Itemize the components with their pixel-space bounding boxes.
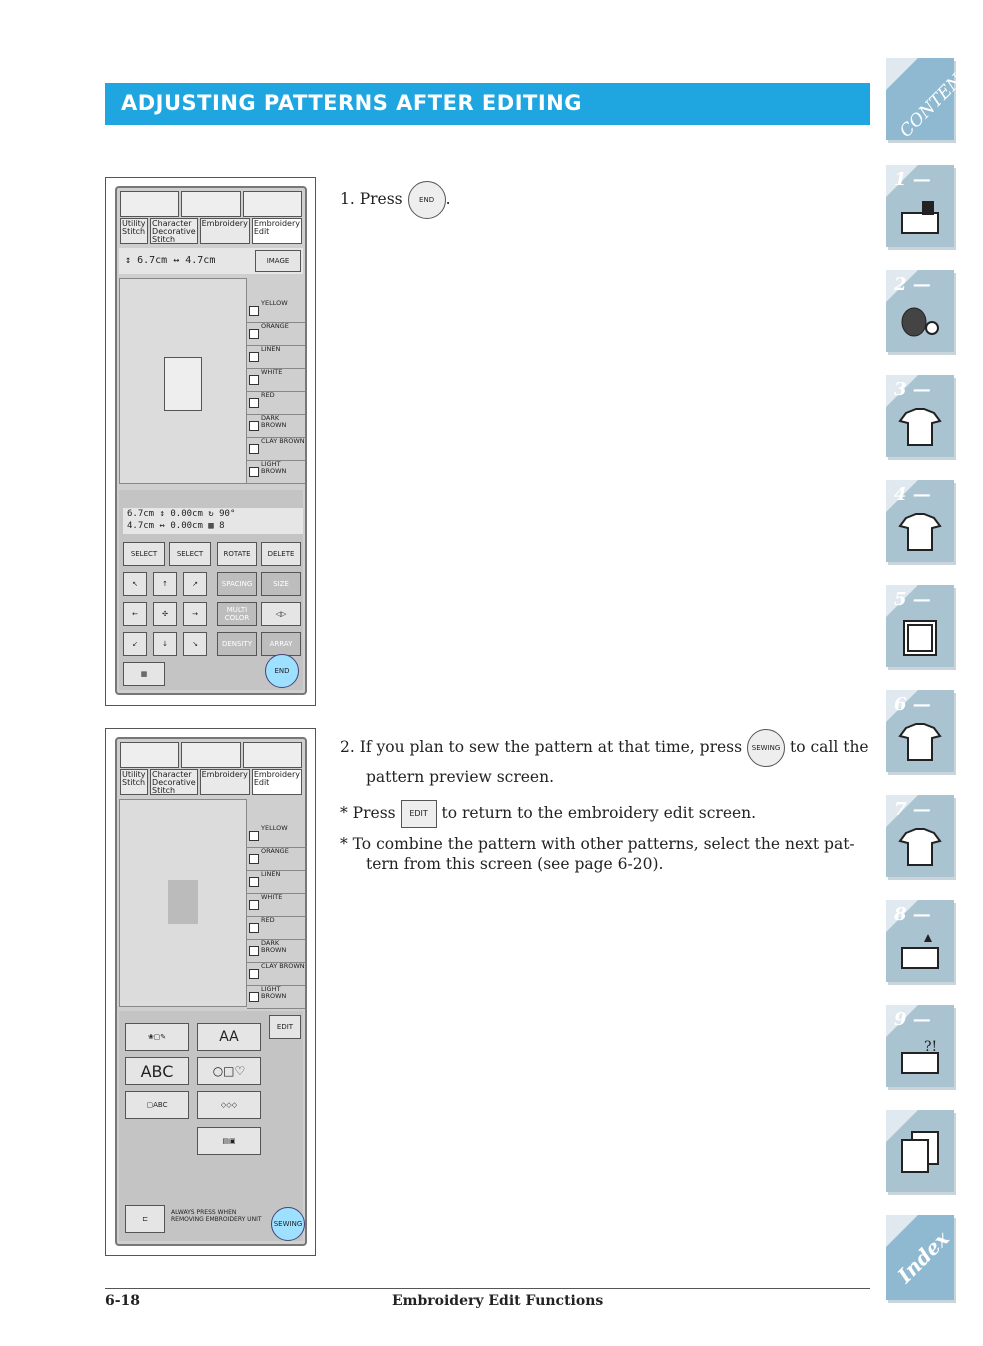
tab-embroidery[interactable]: Embroidery (200, 769, 250, 795)
color-item: LIGHT BROWN (247, 986, 305, 1009)
info-count: 8 (219, 521, 225, 531)
density-button[interactable]: DENSITY (217, 632, 257, 656)
page-title: ADJUSTING PATTERNS AFTER EDITING (121, 91, 582, 115)
color-item: CLAY BROWN (247, 963, 305, 986)
mode-icons (119, 741, 303, 769)
sewing-button[interactable]: SEWING (271, 1207, 305, 1241)
edit-key-icon: EDIT (401, 800, 437, 828)
color-item: RED (247, 392, 305, 415)
tab-chapter-label: 2 — (894, 274, 931, 295)
page-number: 6-18 (105, 1293, 141, 1309)
info-width: 4.7cm (127, 521, 155, 531)
note-1 (340, 800, 756, 828)
help-icon[interactable] (181, 191, 240, 217)
machine-maintenance-icon (898, 930, 942, 974)
frame-layout-icon[interactable]: ▦ (123, 662, 165, 686)
note-1-text: * Press (340, 804, 396, 822)
shirt-icon (898, 405, 942, 449)
pattern-thumbnail (168, 880, 198, 924)
category-tabs (119, 218, 303, 244)
tab-chapter-9[interactable] (886, 1005, 954, 1087)
shirt-abc-icon (898, 510, 942, 554)
settings-icon[interactable] (243, 742, 302, 768)
spacing-button[interactable]: SPACING (217, 572, 257, 596)
screen-preview-panel (105, 728, 316, 1256)
tab-chapter-label: 6 — (894, 694, 931, 715)
edit-controls (119, 490, 303, 690)
color-item: DARK BROWN (247, 940, 305, 963)
arrow-left-icon[interactable]: ← (123, 602, 147, 626)
arrow-down-icon[interactable]: ↓ (153, 632, 177, 656)
image-button[interactable]: IMAGE (255, 250, 301, 272)
tab-corner (886, 1215, 918, 1247)
category-tabs (119, 769, 303, 795)
tab-contents-label: CONTENTS (896, 54, 983, 142)
delete-button[interactable]: DELETE (261, 542, 301, 566)
pattern-display (119, 799, 247, 1007)
step-2-line2: pattern preview screen. (366, 768, 554, 786)
arrow-down-left-icon[interactable]: ↙ (123, 632, 147, 656)
tab-character[interactable]: Character Decorative Stitch (152, 219, 196, 244)
step-1-text: 1. Press (340, 190, 403, 208)
lcd-screen (115, 737, 307, 1246)
color-item: DARK BROWN (247, 415, 305, 438)
tab-chapter-label: 8 — (894, 904, 931, 925)
utility-mode-icon[interactable] (120, 191, 179, 217)
color-list (247, 300, 305, 484)
tab-character[interactable]: Character Decorative Stitch (152, 770, 196, 795)
tab-contents[interactable] (886, 54, 983, 142)
arrow-up-icon[interactable]: ↑ (153, 572, 177, 596)
color-item: CLAY BROWN (247, 438, 305, 461)
size-height: 6.7cm (137, 255, 168, 266)
tab-index-label: Index (892, 1226, 954, 1288)
step-2 (340, 729, 869, 767)
info-vertical: 0.00cm (170, 509, 203, 519)
info-horizontal: 0.00cm (170, 521, 203, 531)
svg-text:?!: ?! (924, 1039, 938, 1055)
color-item: YELLOW (247, 300, 305, 323)
edit-button[interactable]: EDIT (269, 1015, 301, 1039)
arrow-up-right-icon[interactable]: ↗ (183, 572, 207, 596)
note-2-line2: tern from this screen (see page 6-20). (366, 855, 664, 873)
size-button[interactable]: SIZE (261, 572, 301, 596)
tab-embroidery-edit[interactable]: Embroidery Edit (252, 769, 302, 795)
tab-chapter-label: 1 — (894, 169, 931, 190)
select-prev-button[interactable]: SELECT (123, 542, 165, 566)
step-1 (340, 181, 451, 219)
tab-embroidery-edit[interactable]: Embroidery Edit (252, 218, 302, 244)
info-readout: 6.7cm ↕ 0.00cm ↻ 90° 4.7cm ↔ 0.00cm ▦ 8 (123, 508, 303, 534)
color-item: RED (247, 917, 305, 940)
step-2-text: 2. If you plan to sew the pattern at that time, press (340, 738, 743, 756)
arrow-down-right-icon[interactable]: ↘ (183, 632, 207, 656)
card-memory-icon[interactable]: ◇◇◇ (197, 1091, 261, 1119)
color-item: YELLOW (247, 825, 305, 848)
color-item: LINEN (247, 346, 305, 369)
tab-chapter-5[interactable] (886, 585, 954, 667)
tab-appendix[interactable] (886, 1110, 954, 1192)
rotate-button[interactable]: ROTATE (217, 542, 257, 566)
color-item: LIGHT BROWN (247, 461, 305, 484)
note-2-line1: * To combine the pattern with other patterns, select the next pat- (340, 835, 855, 853)
multi-color-button[interactable]: MULTI COLOR (217, 602, 257, 626)
mode-icons (119, 190, 303, 218)
frame-alphabet-icon[interactable]: ABC (125, 1057, 189, 1085)
mirror-icon[interactable]: ◁▷ (261, 602, 301, 626)
frame-shapes-icon[interactable]: ○□♡ (197, 1057, 261, 1085)
lcd-screen (115, 186, 307, 695)
tab-index[interactable] (886, 1215, 954, 1300)
arrow-right-icon[interactable]: → (183, 602, 207, 626)
tab-embroidery[interactable]: Embroidery (200, 218, 250, 244)
tab-utility[interactable]: Utility Stitch (120, 218, 148, 244)
tab-utility[interactable]: Utility Stitch (120, 769, 148, 795)
tab-chapter-3[interactable] (886, 375, 954, 457)
sewing-machine-icon (898, 195, 942, 239)
pattern-display (119, 278, 247, 484)
array-button[interactable]: ARRAY (261, 632, 301, 656)
color-item: LINEN (247, 871, 305, 894)
screen-edit-panel (105, 177, 316, 706)
color-item: ORANGE (247, 848, 305, 871)
help-icon[interactable] (181, 742, 240, 768)
size-readout: ↕ 6.7cm ↔ 4.7cm (119, 248, 303, 274)
tab-chapter-6[interactable] (886, 690, 954, 772)
footer-rule (105, 1288, 870, 1289)
notice-text: ALWAYS PRESS WHEN REMOVING EMBROIDERY UNIT (171, 1209, 262, 1223)
tab-chapter-4[interactable] (886, 480, 954, 562)
sewing-key-icon: SEWING (747, 729, 785, 767)
arrow-up-left-icon[interactable]: ↖ (123, 572, 147, 596)
tab-chapter-label: 9 — (894, 1009, 931, 1030)
size-width: 4.7cm (185, 255, 216, 266)
select-next-button[interactable]: SELECT (169, 542, 211, 566)
embroidery-frame-icon (898, 615, 942, 659)
color-list (247, 825, 305, 1009)
utility-mode-icon[interactable] (120, 742, 179, 768)
documents-icon (898, 1130, 942, 1174)
section-title-bar (105, 83, 870, 125)
tab-chapter-1[interactable] (886, 165, 954, 247)
info-height: 6.7cm (127, 509, 155, 519)
pattern-selection-area (119, 1011, 303, 1241)
tab-chapter-2[interactable] (886, 270, 954, 352)
thread-spool-icon (898, 300, 942, 344)
card-patterns-icon[interactable]: ▢ABC (125, 1091, 189, 1119)
step-1-end: . (445, 190, 451, 208)
tab-chapter-label: 7 — (894, 799, 931, 820)
tab-chapter-label: 4 — (894, 484, 931, 505)
info-angle: 90° (219, 509, 236, 519)
tab-chapter-label: 3 — (894, 379, 931, 400)
tab-chapter-label: 5 — (894, 589, 931, 610)
shirt-hand-icon (898, 825, 942, 869)
color-item: ORANGE (247, 323, 305, 346)
tab-chapter-8[interactable] (886, 900, 954, 982)
center-icon[interactable]: ✣ (153, 602, 177, 626)
memory-icon[interactable]: ▤▣ (197, 1127, 261, 1155)
embroidery-patterns-icon[interactable]: ❀▢✎ (125, 1023, 189, 1051)
pattern-thumbnail (164, 357, 202, 411)
section-name: Embroidery Edit Functions (392, 1293, 604, 1309)
remove-unit-icon[interactable]: ⊏ (125, 1205, 165, 1233)
color-item: WHITE (247, 894, 305, 917)
settings-icon[interactable] (243, 191, 302, 217)
end-key-icon: END (408, 181, 446, 219)
alphabet-fonts-icon[interactable]: AA (197, 1023, 261, 1051)
tab-chapter-7[interactable] (886, 795, 954, 877)
tab-corner (886, 58, 918, 90)
troubleshooting-icon (898, 1035, 942, 1079)
note-1-text-end: to return to the embroidery edit screen. (441, 804, 757, 822)
step-2-text-end: to call the (789, 738, 869, 756)
color-item: WHITE (247, 369, 305, 392)
end-button[interactable]: END (265, 654, 299, 688)
shirt-edit-icon (898, 720, 942, 764)
